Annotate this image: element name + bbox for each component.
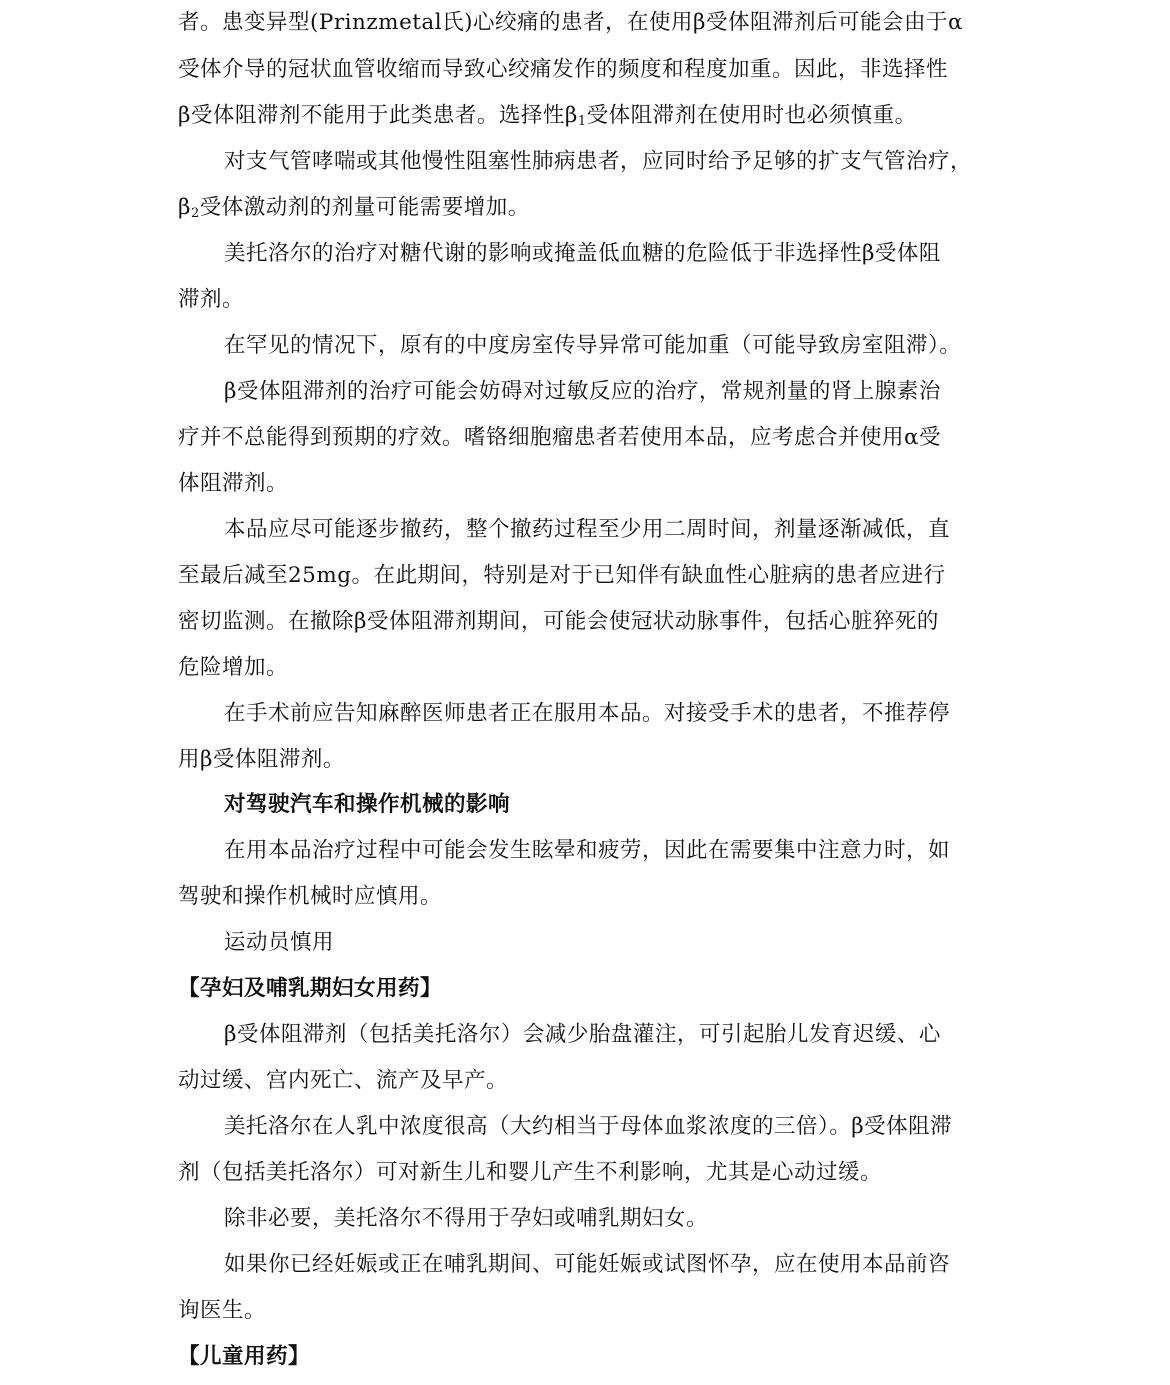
text-segment: β	[178, 195, 191, 220]
paragraph-line: 者。患变异型(Prinzmetal氏)心绞痛的患者，在使用β受体阻滞剂后可能会由于α	[178, 10, 963, 35]
paragraph-line: 在手术前应告知麻醉医师患者正在服用本品。对接受手术的患者，不推荐停	[224, 701, 951, 726]
text-segment: 受体激动剂的剂量可能需要增加。	[199, 195, 530, 220]
paragraph-line: 剂（包括美托洛尔）可对新生儿和婴儿产生不利影响，尤其是心动过缓。	[178, 1160, 883, 1185]
subscript: 2	[190, 206, 200, 221]
paragraph-line: 用β受体阻滞剂。	[178, 747, 345, 772]
paragraph-line: 运动员慎用	[224, 930, 335, 955]
paragraph-line: 除非必要，美托洛尔不得用于孕妇或哺乳期妇女。	[224, 1206, 709, 1231]
paragraph-line: 如果你已经妊娠或正在哺乳期间、可能妊娠或试图怀孕，应在使用本品前咨	[224, 1252, 951, 1277]
paragraph-line: 美托洛尔的治疗对糖代谢的影响或掩盖低血糖的危险低于非选择性β受体阻	[224, 241, 941, 266]
subscript: 1	[577, 114, 587, 129]
paragraph-line	[178, 193, 530, 223]
paragraph-line: 体阻滞剂。	[178, 471, 289, 496]
paragraph-line: 在罕见的情况下，原有的中度房室传导异常可能加重（可能导致房室阻滞）。	[224, 333, 962, 358]
section-heading: 【孕妇及哺乳期妇女用药】	[178, 976, 443, 1001]
paragraph-line: 美托洛尔在人乳中浓度很高（大约相当于母体血浆浓度的三倍）。β受体阻滞	[224, 1114, 953, 1139]
paragraph-line: 询医生。	[178, 1298, 267, 1323]
paragraph-line: 驾驶和操作机械时应慎用。	[178, 884, 443, 909]
paragraph-line: β受体阻滞剂（包括美托洛尔）会减少胎盘灌注，可引起胎儿发育迟缓、心	[224, 1022, 941, 1047]
section-heading: 【儿童用药】	[178, 1344, 311, 1369]
subsection-heading: 对驾驶汽车和操作机械的影响	[224, 792, 511, 817]
paragraph-line: 对支气管哮喘或其他慢性阻塞性肺病患者，应同时给予足够的扩支气管治疗，	[224, 149, 973, 174]
paragraph-line: β受体阻滞剂的治疗可能会妨碍对过敏反应的治疗，常规剂量的肾上腺素治	[224, 379, 941, 404]
paragraph-line: 在用本品治疗过程中可能会发生眩晕和疲劳，因此在需要集中注意力时，如	[224, 838, 951, 863]
paragraph-line: 密切监测。在撤除β受体阻滞剂期间，可能会使冠状动脉事件，包括心脏猝死的	[178, 609, 939, 634]
paragraph-line: 受体介导的冠状血管收缩而导致心绞痛发作的频度和程度加重。因此，非选择性	[178, 57, 949, 82]
paragraph-line: 至最后减至25mg。在此期间，特别是对于已知伴有缺血性心脏病的患者应进行	[178, 563, 946, 588]
paragraph-line: 疗并不总能得到预期的疗效。嗜铬细胞瘤患者若使用本品，应考虑合并使用α受	[178, 425, 942, 450]
paragraph-line	[178, 101, 917, 131]
paragraph-line: 本品应尽可能逐步撤药，整个撤药过程至少用二周时间，剂量逐渐减低，直	[224, 517, 951, 542]
text-segment: 受体阻滞剂在使用时也必须慎重。	[586, 103, 917, 128]
paragraph-line: 动过缓、宫内死亡、流产及早产。	[178, 1068, 509, 1093]
paragraph-line: 危险增加。	[178, 655, 289, 680]
text-segment: β受体阻滞剂不能用于此类患者。选择性β	[178, 103, 578, 128]
paragraph-line: 滞剂。	[178, 287, 245, 312]
